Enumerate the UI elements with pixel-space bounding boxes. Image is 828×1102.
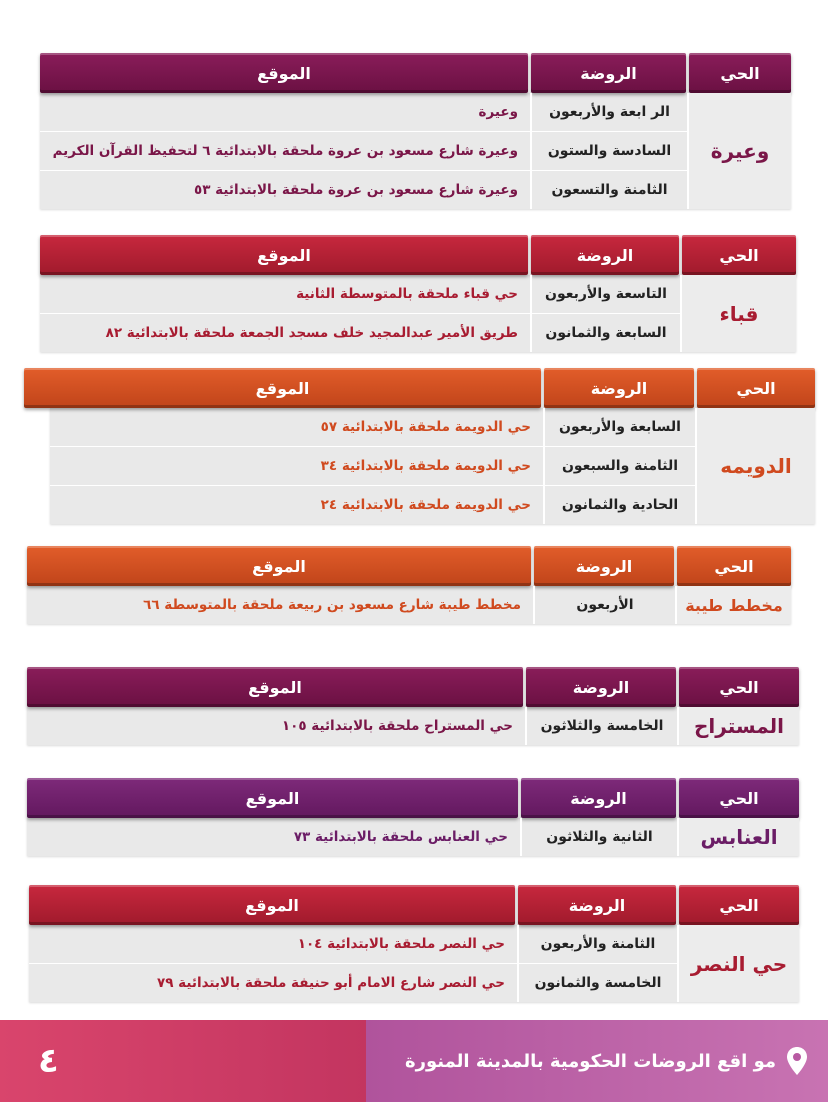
table-row (27, 818, 677, 856)
location-text: حي النصر ملحقة بالابتدائية ١٠٤ (297, 936, 505, 952)
table-row (40, 275, 680, 314)
kindergarten-name: الثانية والثلاثون (520, 818, 677, 856)
table-row (40, 171, 687, 209)
location-text: وعيرة شارع مسعود بن عروة ملحقة بالابتدائية ٦ لتحفيظ القرآن الكريم (52, 143, 518, 159)
kindergarten-name: السابعة والثمانون (530, 314, 680, 352)
table-row (50, 447, 695, 486)
header-kindergarten: الروضة (534, 546, 674, 586)
header-kindergarten: الروضة (526, 667, 676, 707)
district-name: الدويمه (697, 408, 815, 524)
district-name: المستراح (679, 707, 799, 745)
table-header (40, 53, 791, 93)
header-kindergarten: الروضة (544, 368, 694, 408)
table-duwaima (24, 368, 815, 524)
table-header (27, 667, 799, 707)
header-district: الحي (679, 667, 799, 707)
table-row (40, 93, 687, 132)
header-kindergarten: الروضة (531, 235, 679, 275)
kindergarten-name: السابعة والأربعون (543, 408, 695, 446)
kindergarten-name: الثامنة والأربعون (517, 925, 677, 963)
table-header (27, 778, 799, 818)
location-text: طريق الأمير عبدالمجيد خلف مسجد الجمعة ملحقة بالابتدائية ٨٢ (105, 325, 518, 341)
header-district: الحي (697, 368, 815, 408)
kindergarten-name: الخامسة والثلاثون (525, 707, 677, 745)
table-body (50, 408, 815, 524)
table-header (27, 546, 791, 586)
kindergarten-name: الثامنة والسبعون (543, 447, 695, 485)
header-district: الحي (682, 235, 796, 275)
table-row (40, 314, 680, 352)
header-location: الموقع (29, 885, 515, 925)
district-name: العنابس (679, 818, 799, 856)
header-kindergarten: الروضة (518, 885, 676, 925)
table-row (29, 964, 677, 1002)
header-location: الموقع (40, 53, 528, 93)
footer-title: مو اقع الروضات الحكومية بالمدينة المنورة (404, 1050, 776, 1072)
header-location: الموقع (27, 667, 523, 707)
header-kindergarten: الروضة (531, 53, 686, 93)
header-location: الموقع (40, 235, 528, 275)
table-quba (40, 235, 796, 352)
location-text: حي النصر شارع الامام أبو حنيفة ملحقة بالابتدائية ٧٩ (157, 975, 505, 991)
kindergarten-name: السادسة والستون (530, 132, 687, 170)
table-anabis (27, 778, 799, 856)
table-taiba (27, 546, 791, 624)
kindergarten-name: التاسعة والأربعون (530, 275, 680, 313)
table-body (40, 275, 796, 352)
kindergarten-name: الر ابعة والأربعون (530, 93, 687, 131)
table-nasr (29, 885, 799, 1002)
header-location: الموقع (27, 778, 518, 818)
table-row (27, 586, 675, 624)
location-text: وعيرة شارع مسعود بن عروة ملحقة بالابتدائية ٥٣ (194, 182, 518, 198)
header-district: الحي (679, 885, 799, 925)
header-location: الموقع (24, 368, 541, 408)
header-district: الحي (677, 546, 791, 586)
header-location: الموقع (27, 546, 531, 586)
table-row (27, 707, 677, 745)
table-body (27, 707, 799, 745)
table-header (24, 368, 815, 408)
table-header (40, 235, 796, 275)
footer-title-bar (366, 1020, 828, 1102)
kindergarten-name: الحادية والثمانون (543, 486, 695, 524)
location-text: حي العنابس ملحقة بالابتدائية ٧٣ (293, 829, 508, 845)
location-text: مخطط طيبة شارع مسعود بن ربيعة ملحقة بالمتوسطة ٦٦ (143, 597, 521, 613)
location-pin-icon (786, 1046, 808, 1076)
table-row (50, 408, 695, 447)
district-name: وعيرة (689, 93, 791, 209)
kindergarten-name: الأربعون (533, 586, 675, 624)
kindergarten-name: الثامنة والتسعون (530, 171, 687, 209)
header-kindergarten: الروضة (521, 778, 676, 818)
table-row (40, 132, 687, 171)
kindergarten-name: الخامسة والثمانون (517, 964, 677, 1002)
location-text: حي قباء ملحقة بالمتوسطة الثانية (296, 286, 518, 302)
table-header (29, 885, 799, 925)
table-waeira (40, 53, 791, 209)
header-district: الحي (689, 53, 791, 93)
table-body (27, 586, 791, 624)
page-footer (0, 1020, 828, 1102)
district-name: حي النصر (679, 925, 799, 1002)
district-name: مخطط طيبة (677, 586, 791, 624)
table-body (40, 93, 791, 209)
location-text: حي الدويمة ملحقة بالابتدائية ٥٧ (320, 419, 531, 435)
header-district: الحي (679, 778, 799, 818)
table-mustarah (27, 667, 799, 745)
district-name: قباء (682, 275, 796, 352)
page-number-bar (0, 1020, 366, 1102)
location-text: وعيرة (478, 104, 518, 120)
location-text: حي الدويمة ملحقة بالابتدائية ٣٤ (320, 458, 531, 474)
location-text: حي المستراح ملحقة بالابتدائية ١٠٥ (281, 718, 513, 734)
location-text: حي الدويمة ملحقة بالابتدائية ٢٤ (320, 497, 531, 513)
page-number: ٤ (38, 1041, 59, 1081)
table-body (29, 925, 799, 1002)
table-row (29, 925, 677, 964)
table-body (27, 818, 799, 856)
table-row (50, 486, 695, 524)
